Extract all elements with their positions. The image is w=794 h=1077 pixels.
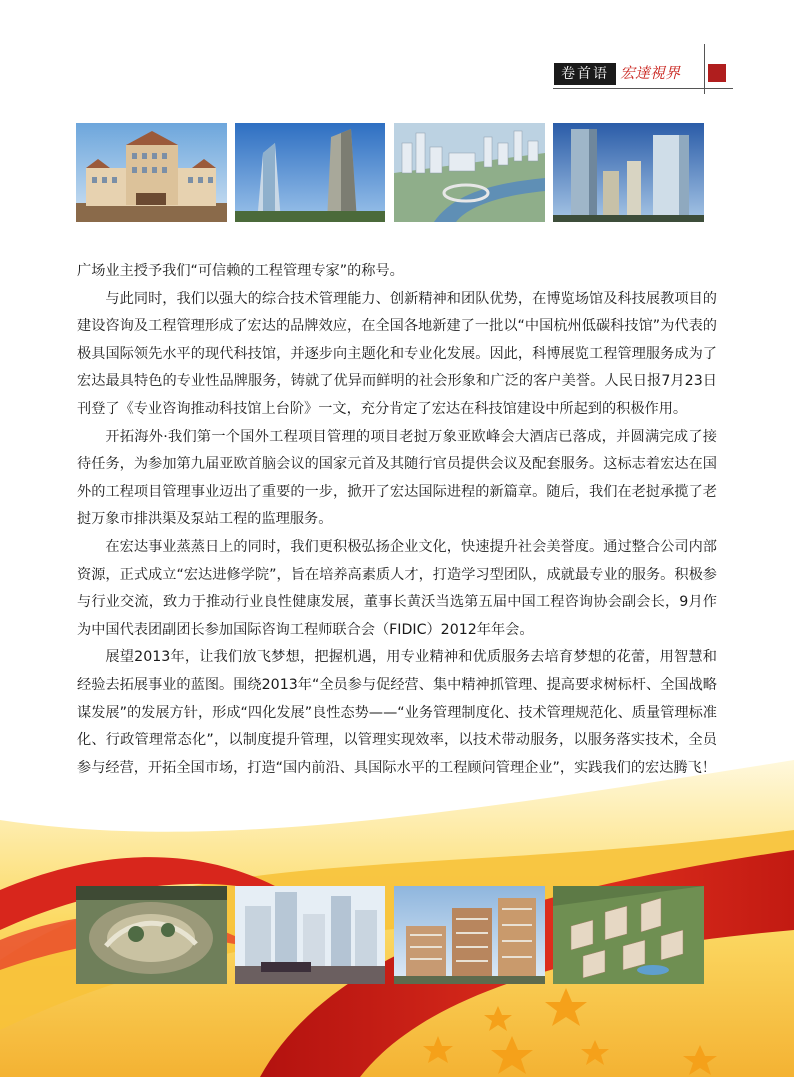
hotel-building-photo <box>76 123 227 222</box>
header-divider-vertical <box>704 44 705 94</box>
article-paragraph: 广场业主授予我们“可信赖的工程管理专家”的称号。 <box>77 263 404 279</box>
magazine-logo-text: 宏達視界 <box>620 64 681 82</box>
office-towers-photo <box>553 123 704 222</box>
residential-building-render <box>394 886 545 984</box>
residential-community-render <box>553 886 704 984</box>
landscape-park-render <box>76 886 227 984</box>
article-paragraph: 展望2013年，让我们放飞梦想，把握机遇，用专业精神和优质服务去培育梦想的花蕾，用智慧和经验去拓展事业的蓝图。围绕2013年“全员参与促经营、集中精神抓管理、提高要求树标杆、全国战略谋发展”的发展方针，形成“四化发展”良性态势——“业务管理制度化、技术管理规范化、质量管理标准化、行政管理常态化”，以制度提升管理，以管理实现效率，以技术带动服务，以服务落实技术，全员参与经营，开拓全国市场，打造“国内前沿、具国际水平的工程顾问管理企业”，实践我们的宏达腾飞！ <box>77 649 717 776</box>
section-label: 卷首语 <box>554 63 616 85</box>
magazine-logo <box>620 60 680 86</box>
header-divider-horizontal <box>553 88 733 89</box>
city-overview-render <box>394 123 545 222</box>
logo-seal-mark <box>708 64 726 82</box>
twin-skyscrapers-photo <box>235 123 385 222</box>
article-paragraph: 开拓海外·我们第一个国外工程项目管理的项目老挝万象亚欧峰会大酒店已落成，并圆满完成了接待任务，为参加第九届亚欧首脑会议的国家元首及其随行官员提供会议及配套服务。这标志着宏达在国外的工程项目管理事业迈出了重要的一步，掀开了宏达国际进程的新篇章。随后，我们在老挝承揽了老挝万象市排洪渠及泵站工程的监理服务。 <box>77 428 717 528</box>
article-paragraph: 与此同时，我们以强大的综合技术管理能力、创新精神和团队优势，在博览场馆及科技展教项目的建设咨询及工程管理形成了宏达的品牌效应，在全国各地新建了一批以“中国杭州低碳科技馆”为代表的极具国际领先水平的现代科技馆，并逐步向主题化和专业化发展。因此，科博展览工程管理服务成为了宏达最具特色的专业性品牌服务，铸就了优异而鲜明的社会形象和广泛的客户美誉。人民日报7月23日刊登了《专业咨询推动科技馆上台阶》一文，充分肯定了宏达在科技馆建设中所起到的积极作用。 <box>77 290 717 417</box>
article-paragraph: 在宏达事业蒸蒸日上的同时，我们更积极弘扬企业文化，快速提升社会美誉度。通过整合公司内部资源，正式成立“宏达进修学院”，旨在培养高素质人才，打造学习型团队，成就最专业的服务。积极参与行业交流，致力于推动行业良性健康发展，董事长黄沃当选第五届中国工程咨询协会副会长，9月作为中国代表团副团长参加国际咨询工程师联合会（FIDIC）2012年年会。 <box>77 538 717 638</box>
commercial-complex-render <box>235 886 385 984</box>
article-body <box>77 258 717 782</box>
